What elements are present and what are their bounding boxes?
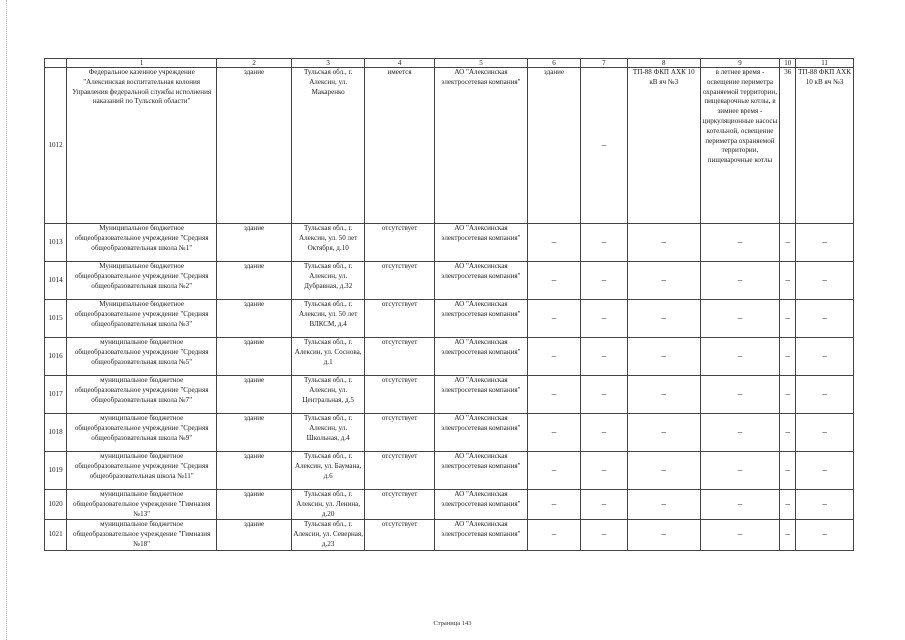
table-row (45, 520, 854, 550)
col-6: – (528, 490, 581, 520)
table-row (45, 300, 854, 338)
col-9: – (700, 520, 780, 550)
col-6: – (528, 262, 581, 300)
col-10: – (780, 520, 796, 550)
col-9: – (700, 376, 780, 414)
col-8: – (628, 414, 700, 452)
col-11: – (796, 414, 854, 452)
col-8: – (628, 224, 700, 262)
grid-company: АО "Алексинская электросетевая компания" (434, 490, 528, 520)
col-10: – (780, 490, 796, 520)
col-7: – (580, 490, 627, 520)
table-body (45, 59, 854, 551)
col-9: – (700, 452, 780, 490)
col-10: – (780, 300, 796, 338)
col-11: ТП-88 ФКП АХК 10 кВ яч №3 (796, 68, 854, 224)
col-7: – (580, 520, 627, 550)
grid-company: АО "Алексинская электросетевая компания" (434, 376, 528, 414)
col-9: – (700, 338, 780, 376)
table-row (45, 262, 854, 300)
column-header: 11 (796, 59, 854, 68)
col-8: – (628, 300, 700, 338)
object-type: здание (217, 300, 292, 338)
col-8: – (628, 452, 700, 490)
column-header: 2 (217, 59, 292, 68)
col-9: – (700, 490, 780, 520)
table-row (45, 452, 854, 490)
col-9: – (700, 414, 780, 452)
col-7: – (580, 68, 627, 224)
page-footer: Страница 143 (433, 620, 472, 627)
organization-name: Муниципальное бюджетное общеобразовательное учреждение "Средняя общеобразовательная школа №3" (67, 300, 217, 338)
col-8: – (628, 262, 700, 300)
organization-name: муниципальное бюджетное общеобразовательное учреждение "Средняя общеобразовательная школа №5" (67, 338, 217, 376)
col-9: – (700, 300, 780, 338)
col-10: – (780, 224, 796, 262)
column-header: 10 (780, 59, 796, 68)
organization-name: муниципальное бюджетное общеобразовательное учреждение "Гимназия №18" (67, 520, 217, 550)
column-header: 1 (67, 59, 217, 68)
status: отсутствует (365, 262, 434, 300)
object-type: здание (217, 520, 292, 550)
col-7: – (580, 224, 627, 262)
col-7: – (580, 338, 627, 376)
col-8: – (628, 338, 700, 376)
column-header: 3 (291, 59, 365, 68)
status: отсутствует (365, 338, 434, 376)
col-6: – (528, 414, 581, 452)
status: отсутствует (365, 224, 434, 262)
col-7: – (580, 452, 627, 490)
address: Тульская обл., г. Алексин, ул. Ленина, д.20 (291, 490, 365, 520)
table-row (45, 414, 854, 452)
status: отсутствует (365, 300, 434, 338)
row-number: 1017 (45, 376, 67, 414)
col-10: – (780, 262, 796, 300)
col-10: – (780, 376, 796, 414)
grid-company: АО "Алексинская электросетевая компания" (434, 414, 528, 452)
col-6: – (528, 452, 581, 490)
row-number: 1018 (45, 414, 67, 452)
col-11: – (796, 376, 854, 414)
col-11: – (796, 520, 854, 550)
column-header: 8 (628, 59, 700, 68)
col-11: – (796, 490, 854, 520)
address: Тульская обл., г. Алексин, ул. Макаренко (291, 68, 365, 224)
col-8: – (628, 520, 700, 550)
object-type: здание (217, 452, 292, 490)
organization-name: Федеральное казенное учреждение "Алексинская воспитательная колония Управления федеральной службы исполнения наказаний по Тульской области" (67, 68, 217, 224)
address: Тульская обл., г. Алексин, ул. Северная, д.23 (291, 520, 365, 550)
scan-margin-line (6, 0, 7, 640)
organization-name: муниципальное бюджетное общеобразовательное учреждение "Средняя общеобразовательная школа №9" (67, 414, 217, 452)
row-number: 1016 (45, 338, 67, 376)
col-11: – (796, 452, 854, 490)
grid-company: АО "Алексинская электросетевая компания" (434, 262, 528, 300)
col-6: – (528, 300, 581, 338)
col-6: – (528, 338, 581, 376)
object-type: здание (217, 262, 292, 300)
object-type: здание (217, 490, 292, 520)
row-number: 1015 (45, 300, 67, 338)
table-row (45, 338, 854, 376)
object-type: здание (217, 68, 292, 224)
grid-company: АО "Алексинская электросетевая компания" (434, 452, 528, 490)
col-11: – (796, 262, 854, 300)
organization-name: муниципальное бюджетное общеобразовательное учреждение "Средняя общеобразовательная школа №7" (67, 376, 217, 414)
status: отсутствует (365, 376, 434, 414)
address: Тульская обл., г. Алексин, ул. Центральная, д.5 (291, 376, 365, 414)
address: Тульская обл., г. Алексин, ул. Школьная, д.4 (291, 414, 365, 452)
address: Тульская обл., г. Алексин, ул. Соснова, д.1 (291, 338, 365, 376)
col-7: – (580, 376, 627, 414)
table-row (45, 68, 854, 224)
col-7: – (580, 262, 627, 300)
column-header: 7 (580, 59, 627, 68)
grid-company: АО "Алексинская электросетевая компания" (434, 68, 528, 224)
col-11: – (796, 300, 854, 338)
organization-name: муниципальное бюджетное общеобразовательное учреждение "Средняя общеобразовательная школа №11" (67, 452, 217, 490)
object-type: здание (217, 338, 292, 376)
col-9: в летнее время - освещение периметра охраняемой территории, пищеварочные котлы, в зимнее время - циркуляционные насосы котельной, освещение периметра охраняемой территории, пищеварочные котлы (700, 68, 780, 224)
status: отсутствует (365, 520, 434, 550)
col-7: – (580, 414, 627, 452)
col-11: – (796, 224, 854, 262)
organization-name: Муниципальное бюджетное общеобразовательное учреждение "Средняя общеобразовательная школа №2" (67, 262, 217, 300)
col-6: здание (528, 68, 581, 224)
col-10: – (780, 452, 796, 490)
col-9: – (700, 262, 780, 300)
row-number: 1012 (45, 68, 67, 224)
address: Тульская обл., г. Алексин, ул. Дубравная, д.32 (291, 262, 365, 300)
address: Тульская обл., г. Алексин, ул. 50 лет Октября, д.10 (291, 224, 365, 262)
table-row (45, 490, 854, 520)
row-number: 1014 (45, 262, 67, 300)
row-number: 1020 (45, 490, 67, 520)
column-header: 5 (434, 59, 528, 68)
col-6: – (528, 376, 581, 414)
organization-name: Муниципальное бюджетное общеобразовательное учреждение "Средняя общеобразовательная школа №1" (67, 224, 217, 262)
status: отсутствует (365, 414, 434, 452)
col-8: – (628, 376, 700, 414)
col-6: – (528, 520, 581, 550)
object-type: здание (217, 224, 292, 262)
object-type: здание (217, 376, 292, 414)
column-header: 4 (365, 59, 434, 68)
grid-company: АО "Алексинская электросетевая компания" (434, 520, 528, 550)
col-8: – (628, 490, 700, 520)
address: Тульская обл., г. Алексин, ул. 50 лет ВЛКСМ, д.4 (291, 300, 365, 338)
column-header: 9 (700, 59, 780, 68)
table-row (45, 376, 854, 414)
col-10: 36 (780, 68, 796, 224)
status: отсутствует (365, 452, 434, 490)
col-7: – (580, 300, 627, 338)
grid-company: АО "Алексинская электросетевая компания" (434, 224, 528, 262)
organization-name: муниципальное бюджетное общеобразовательное учреждение "Гимназия №13" (67, 490, 217, 520)
address: Тульская обл., г. Алексин, ул. Баумана, д.6 (291, 452, 365, 490)
column-number-row (45, 59, 854, 68)
column-header: 6 (528, 59, 581, 68)
register-table (44, 58, 854, 551)
row-number: 1021 (45, 520, 67, 550)
column-header-blank (45, 59, 67, 68)
row-number: 1013 (45, 224, 67, 262)
status: имеется (365, 68, 434, 224)
status: отсутствует (365, 490, 434, 520)
table-row (45, 224, 854, 262)
col-10: – (780, 338, 796, 376)
col-9: – (700, 224, 780, 262)
col-8: ТП-88 ФКП АХК 10 кВ яч №3 (628, 68, 700, 224)
col-10: – (780, 414, 796, 452)
grid-company: АО "Алексинская электросетевая компания" (434, 300, 528, 338)
grid-company: АО "Алексинская электросетевая компания" (434, 338, 528, 376)
col-6: – (528, 224, 581, 262)
col-11: – (796, 338, 854, 376)
row-number: 1019 (45, 452, 67, 490)
object-type: здание (217, 414, 292, 452)
